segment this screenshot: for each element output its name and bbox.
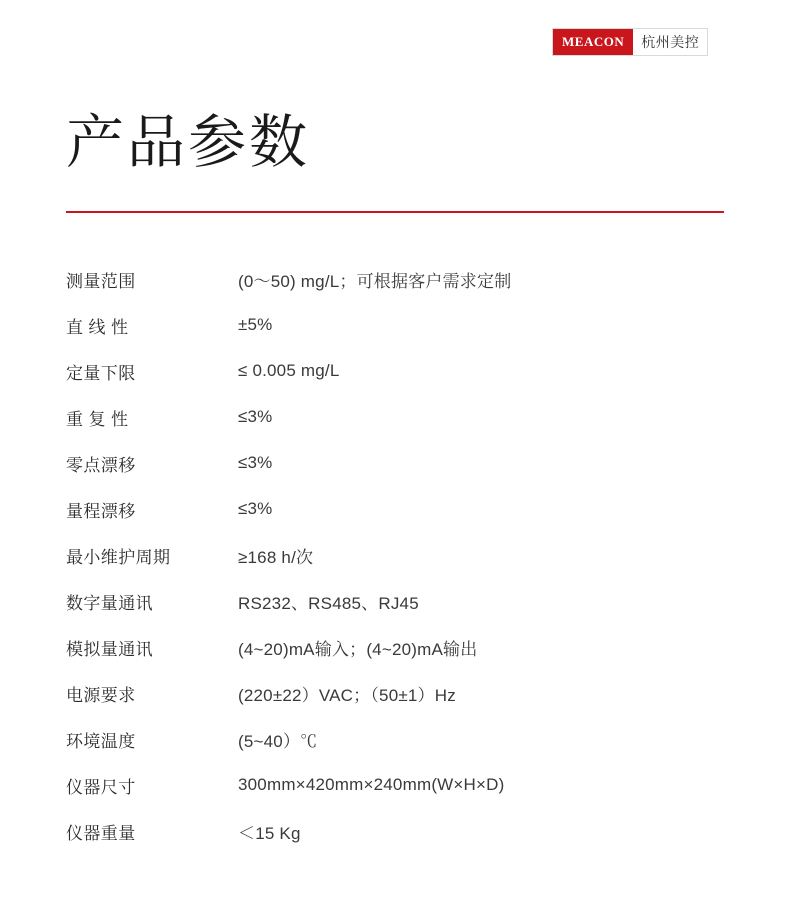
spec-label: 仪器重量 [66,823,136,843]
table-row [66,532,746,578]
spec-value: ±5% [238,315,273,334]
spec-value: ≥168 h/次 [238,547,314,567]
spec-table-body [66,256,746,854]
spec-label: 直 线 性 [66,317,129,337]
table-row [66,348,746,394]
title-divider [66,211,724,213]
spec-label: 重 复 性 [66,409,129,429]
spec-value: 300mm×420mm×240mm(W×H×D) [238,775,505,794]
spec-label: 零点漂移 [66,455,136,475]
spec-value: ＜15 Kg [238,823,301,843]
spec-value: (4~20)mA输入；(4~20)mA输出 [238,639,478,659]
brand-logo-name: 杭州美控 [633,29,707,55]
spec-label: 数字量通讯 [66,593,153,613]
product-spec-table [66,256,746,854]
table-row [66,716,746,762]
brand-logo-mark: MEACON [553,29,633,55]
spec-label: 量程漂移 [66,501,136,521]
spec-value: (0〜50) mg/L；可根据客户需求定制 [238,271,512,291]
spec-value: ≤3% [238,499,273,518]
spec-label: 环境温度 [66,731,136,751]
spec-value: ≤ 0.005 mg/L [238,361,340,380]
spec-value: ≤3% [238,453,273,472]
page-title: 产品参数 [66,110,311,175]
spec-label: 测量范围 [66,271,136,291]
spec-label: 最小维护周期 [66,547,171,567]
table-row [66,256,746,302]
table-row [66,486,746,532]
spec-label: 仪器尺寸 [66,777,136,797]
table-row [66,808,746,854]
spec-label: 定量下限 [66,363,136,383]
table-row [66,302,746,348]
spec-label: 电源要求 [66,685,136,705]
table-row [66,440,746,486]
table-row [66,578,746,624]
table-row [66,394,746,440]
spec-value: RS232、RS485、RJ45 [238,593,419,613]
table-row [66,624,746,670]
spec-value: (5~40）℃ [238,731,318,751]
table-row [66,762,746,808]
spec-label: 模拟量通讯 [66,639,153,659]
spec-value: ≤3% [238,407,273,426]
spec-value: (220±22）VAC；（50±1）Hz [238,685,456,705]
brand-logo [552,28,708,56]
table-row [66,670,746,716]
